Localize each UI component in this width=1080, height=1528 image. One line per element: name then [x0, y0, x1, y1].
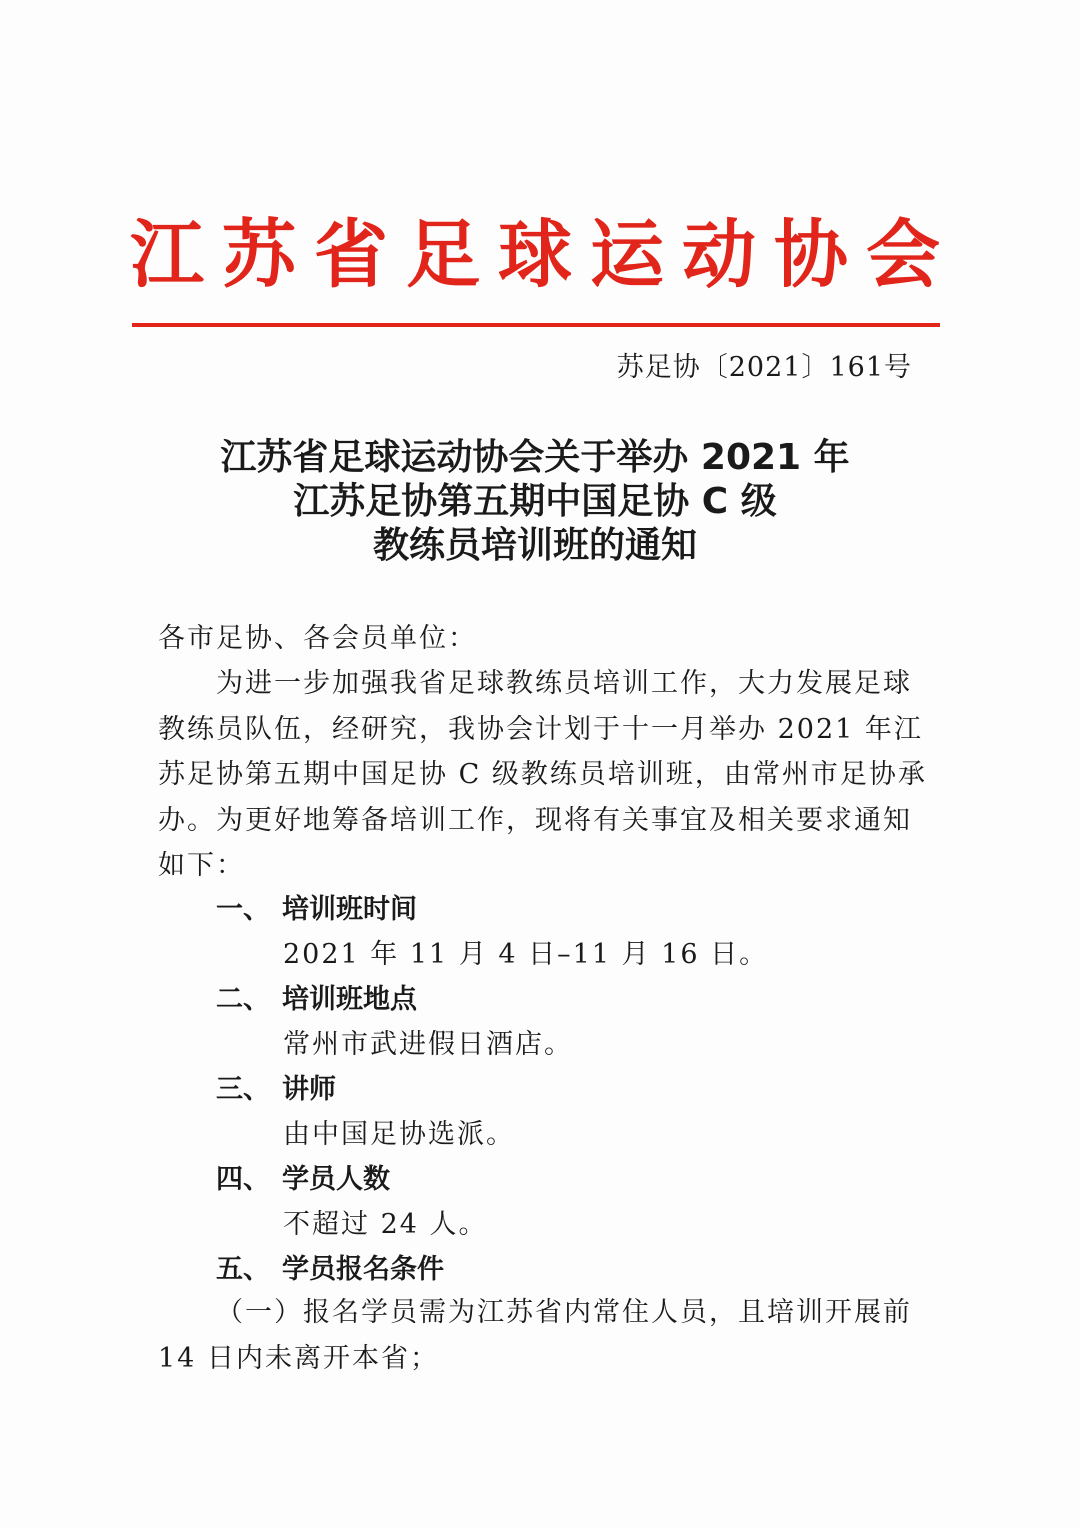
section-title: 学员人数	[282, 1164, 390, 1195]
section-heading	[216, 979, 417, 1021]
section-title: 学员报名条件	[282, 1254, 444, 1285]
paragraph-line: （一）报名学员需为江苏省内常住人员，且培训开展前	[216, 1297, 912, 1328]
section-content: 不超过 24 人。	[283, 1209, 488, 1240]
masthead-char: 球	[498, 212, 572, 298]
section-heading	[216, 1249, 444, 1291]
paragraph-line: 如下：	[158, 850, 245, 881]
masthead-char: 省	[314, 212, 388, 298]
condition-paragraph	[158, 1290, 918, 1382]
masthead-char: 会	[866, 212, 940, 298]
masthead-char: 江	[130, 212, 204, 298]
paragraph-line: 14 日内未离开本省；	[158, 1343, 439, 1374]
document-title	[130, 436, 940, 568]
title-line: 江苏足协第五期中国足协 C 级	[293, 481, 777, 522]
section-heading	[216, 889, 417, 931]
section-number: 一、	[216, 894, 270, 925]
section-number: 二、	[216, 984, 270, 1015]
title-line: 江苏省足球运动协会关于举办 2021 年	[220, 437, 850, 478]
section-number: 五、	[216, 1254, 270, 1285]
paragraph-line: 苏足协第五期中国足协 C 级教练员培训班，由常州市足协承	[158, 759, 927, 790]
section-title: 培训班地点	[282, 984, 417, 1015]
section-heading	[216, 1069, 336, 1111]
section-heading	[216, 1159, 390, 1201]
salutation: 各市足协、各会员单位：	[158, 623, 477, 654]
paragraph-line: 为进一步加强我省足球教练员培训工作，大力发展足球	[216, 668, 912, 699]
paragraph-line: 办。为更好地筹备培训工作，现将有关事宜及相关要求通知	[158, 804, 912, 836]
masthead-char: 足	[406, 212, 480, 298]
masthead-char: 运	[590, 212, 664, 298]
section-number: 四、	[216, 1164, 270, 1195]
section-content: 2021 年 11 月 4 日–11 月 16 日。	[283, 939, 769, 970]
section-title: 培训班时间	[282, 894, 417, 925]
paragraph-line: 教练员队伍，经研究，我协会计划于十一月举办 2021 年江	[158, 713, 923, 745]
section-number: 三、	[216, 1074, 270, 1105]
masthead-char: 苏	[222, 212, 296, 298]
masthead-char: 动	[682, 212, 756, 298]
masthead-title	[130, 205, 940, 305]
intro-paragraph	[158, 661, 927, 889]
section-content: 由中国足协选派。	[283, 1119, 515, 1150]
document-number: 苏足协〔2021〕161号	[616, 352, 912, 383]
masthead-char: 协	[774, 212, 848, 298]
section-content: 常州市武进假日酒店。	[283, 1029, 573, 1060]
title-line: 教练员培训班的通知	[372, 525, 697, 566]
red-divider	[132, 323, 940, 327]
section-title: 讲师	[282, 1074, 336, 1105]
